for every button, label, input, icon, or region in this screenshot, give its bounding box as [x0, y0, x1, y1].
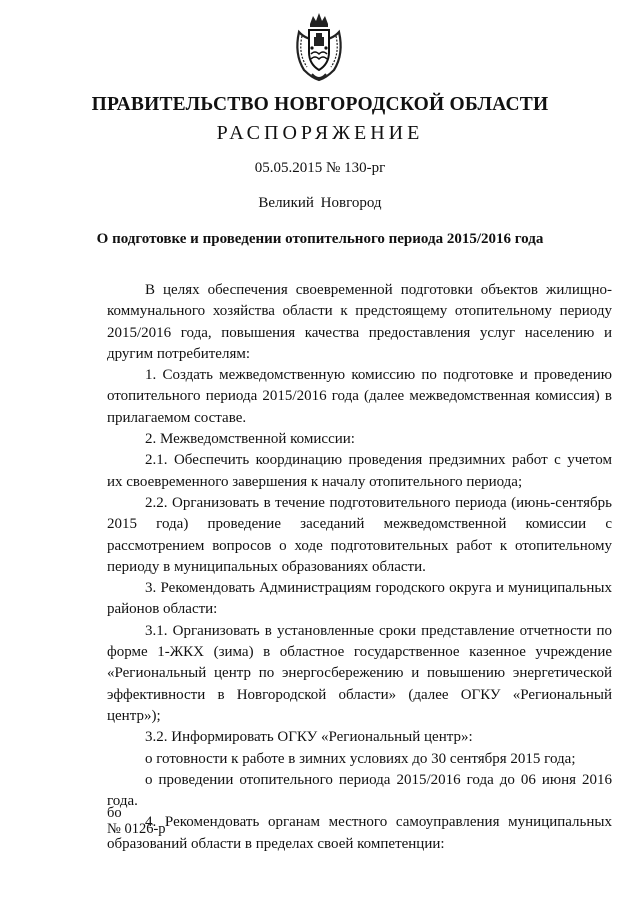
paragraph-3-2: 3.2. Информировать ОГКУ «Региональный центр»:: [145, 729, 473, 746]
paragraph-preamble: В целях обеспечения своевременной подготовки объектов жилищно-коммунального хозяйства области к предстоящему отопительному периоду 2015/2016 года, повышения качества предоставления услуг населению и другим потребителям:: [107, 282, 612, 362]
paragraph-2: 2. Межведомственной комиссии:: [145, 431, 355, 448]
paragraph-3: 3. Рекомендовать Администрациям городского округа и муниципальных районов области:: [107, 580, 612, 618]
paragraph-2-2: 2.2. Организовать в течение подготовительного периода (июнь-сентябрь 2015 года) проведение заседаний межведомственной комиссии с рассмотрением вопросов о ходе подготовительных работ к отопительному периоду в муниципальных образованиях области.: [107, 494, 612, 575]
footer-registration-number: № 0126-р: [107, 821, 166, 837]
paragraph-4: 4. Рекомендовать органам местного самоуправления муниципальных образований области в пределах своей компетенции:: [107, 814, 612, 852]
paragraph-3-2-item-b: о проведении отопительного периода 2015/2016 года до 06 июня 2016 года.: [107, 771, 612, 810]
coat-of-arms-emblem: [290, 10, 348, 82]
document-footer: [107, 805, 166, 837]
document-body: [107, 280, 612, 855]
paragraph-3-1: 3.1. Организовать в установленные сроки представление отчетности по форме 1-ЖКХ (зима) в областное государственное казенное учреждение «Региональный центр по энергосбережению и повышению энергетической эффективности в Новгородской области» (далее ОГКУ «Региональный центр»);: [107, 622, 612, 724]
paragraph-2-1: 2.1. Обеспечить координацию проведения предзимних работ с учетом их своевременного завершения к началу отопительного периода;: [107, 452, 612, 490]
organization-title: ПРАВИТЕЛЬСТВО НОВГОРОДСКОЙ ОБЛАСТИ: [91, 94, 549, 115]
document-city: Великий Новгород: [258, 195, 382, 211]
paragraph-3-2-item-a: о готовности к работе в зимних условиях до 30 сентября 2015 года;: [145, 750, 576, 767]
footer-initials: бо: [107, 805, 122, 821]
paragraph-1: 1. Создать межведомственную комиссию по подготовке и проведению отопительного периода 2015/2016 года (далее межведомственная комиссия) в прилагаемом составе.: [107, 367, 612, 426]
document-date-number: 05.05.2015 № 130-рг: [254, 160, 386, 176]
document-type: РАСПОРЯЖЕНИЕ: [216, 122, 424, 144]
document-subject: О подготовке и проведении отопительного периода 2015/2016 года: [96, 231, 544, 247]
